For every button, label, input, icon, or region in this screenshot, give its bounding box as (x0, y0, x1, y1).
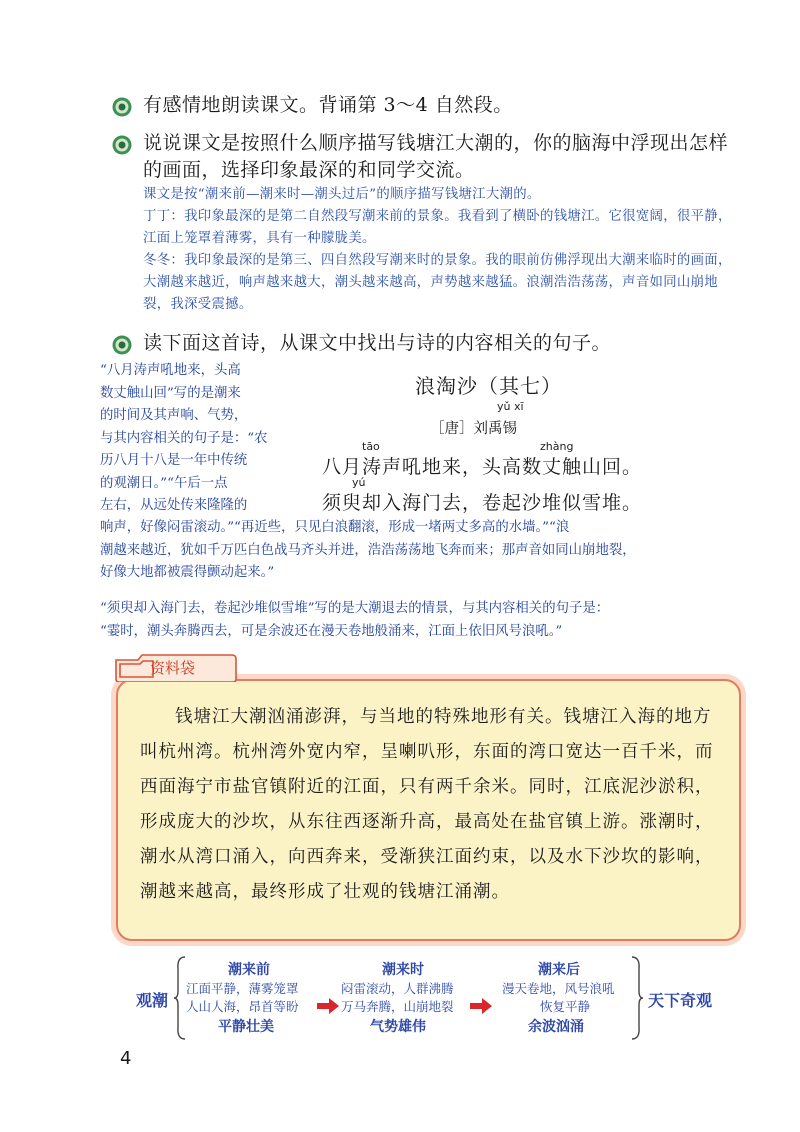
stage1-line2: 人山人海，昂首等盼 (186, 999, 299, 1014)
resource-label: 资料袋 (150, 659, 196, 677)
stage1-head: 潮来前 (228, 962, 270, 978)
stage2-line1: 闷雷滚动，人群沸腾 (341, 981, 454, 996)
arrow-2-icon (470, 998, 492, 1014)
poem-title: 浪淘沙（其七） (415, 374, 562, 398)
question-3-text: 读下面这首诗，从课文中找出与诗的内容相关的句子。 (143, 332, 612, 354)
stage3-line2: 恢复平静 (540, 999, 591, 1014)
note-line: “霎时，潮头奔腾西去，可是余波还在漫天卷地般涌来，江面上依旧风号浪吼。” (100, 623, 563, 639)
stage2-head: 潮来时 (382, 962, 424, 978)
note-line: 的时间及其声响、气势， (100, 408, 248, 423)
answer-dingding: 丁丁：我印象最深的是第二自然段写潮来前的景象。我看到了横卧的钱塘江。它很宽阔，很平静，江面上笼罩着薄雾，具有一种朦胧美。 (143, 209, 732, 246)
stage2-foot: 气势雄伟 (370, 1019, 426, 1035)
pinyin-author: yǔ xī (497, 400, 524, 413)
flow-right-label: 天下奇观 (648, 991, 713, 1010)
answer-dongdong: 冬冬：我印象最深的是第三、四自然段写潮来时的景象。我的眼前仿佛浮现出大潮来临时的画面，大潮越来越近，响声越来越大，潮头越来越高，声势越来越猛。浪潮浩浩荡荡，声音如同山崩地裂，我深受震撼。 (143, 253, 732, 312)
flow-left-label: 观潮 (136, 991, 169, 1010)
poem-line-1: 八月涛声吼地来，头高数丈触山回。 (322, 456, 643, 478)
note-line: 好像大地都被震得颤动起来。” (100, 565, 275, 580)
stage1-line1: 江面平静，薄雾笼罩 (186, 981, 299, 996)
answer-block (143, 184, 743, 316)
question-2-text: 说说课文是按照什么顺序描写钱塘江大潮的，你的脑海中浮现出怎样的画面，选择印象最深的和同学交流。 (143, 132, 729, 181)
question-1-text: 有感情地朗读课文。背诵第 3～4 自然段。 (143, 94, 513, 116)
note-wide (100, 517, 750, 585)
note-line: 与其内容相关的句子是：“农 (100, 430, 268, 446)
note-line: 数丈触山回”写的是潮来 (100, 385, 241, 401)
left-brace-icon (173, 955, 187, 1041)
question-1 (111, 92, 741, 119)
arrow-1-icon (317, 998, 339, 1014)
note-bottom (100, 598, 750, 643)
right-brace-icon (630, 955, 644, 1041)
note-line: 响声，好像闷雷滚动。”“再近些，只见白浪翻滚，形成一堵两丈多高的水墙。”“浪 (100, 520, 570, 535)
note-line: “八月涛声吼地来，头高 (100, 363, 241, 378)
flower-bullet-icon (111, 96, 133, 118)
question-2 (111, 130, 741, 184)
stage3-head: 潮来后 (538, 962, 580, 978)
note-line: 潮越来越近，犹如千万匹白色战马齐头并进，浩浩荡荡地飞奔而来；那声音如同山崩地裂， (100, 542, 636, 558)
pinyin-yu: yú (352, 476, 366, 489)
stage2-line2: 万马奔腾，山崩地裂 (341, 999, 454, 1014)
resource-text: 钱塘江大潮汹涌澎湃，与当地的特殊地形有关。钱塘江入海的地方叫杭州湾。杭州湾外宽内窄，呈喇叭形，东面的湾口宽达一百千米，而西面海宁市盐官镇附近的江面，只有两千余米。同时，江底泥沙淤积，形成庞大的沙坎，从东往西逐渐升高，最高处在盐官镇上游。涨潮时，潮水从湾口涌入，向西奔来，受渐狭江面约束，以及水下沙坎的影响，潮越来越高，最终形成了壮观的钱塘江涌潮。 (140, 707, 714, 902)
note-left-column (100, 360, 315, 518)
answer-order: 课文是按“潮来前—潮来时—潮头过后”的顺序描写钱塘江大潮的。 (143, 187, 541, 202)
pinyin-zhang: zhàng (540, 440, 574, 453)
poem-line-2: 须臾却入海门去，卷起沙堆似雪堆。 (322, 492, 643, 514)
poem-author: ［唐］刘禹锡 (430, 421, 517, 437)
flower-bullet-icon (111, 134, 133, 156)
question-3 (111, 330, 741, 357)
note-line: 历八月十八是一年中传统 (100, 453, 248, 468)
stage1-foot: 平静壮美 (218, 1019, 274, 1035)
stage3-line1: 漫天卷地，风号浪吼 (502, 981, 615, 996)
note-line: 的观潮日。”“午后一点 (100, 475, 228, 491)
note-line: 左右，从远处传来隆隆的 (100, 498, 248, 513)
stage3-foot: 余波汹涌 (528, 1019, 584, 1035)
note-line: “须臾却入海门去，卷起沙堆似雪堆”写的是大潮退去的情景，与其内容相关的句子是： (100, 601, 610, 616)
pinyin-tao: tāo (362, 440, 380, 453)
page-number: 4 (120, 1048, 132, 1069)
flower-bullet-icon (111, 334, 133, 356)
